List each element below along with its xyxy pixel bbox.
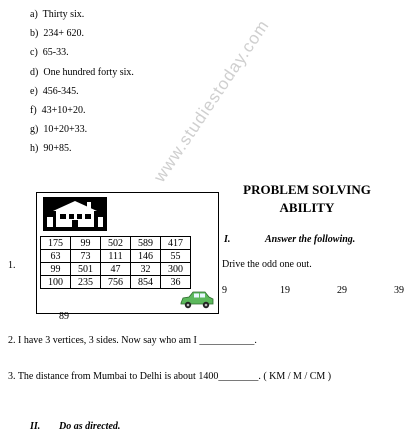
problem-solving-heading: PROBLEM SOLVING [243, 182, 371, 197]
grid-row [41, 276, 191, 289]
grid-cell: 100 [41, 276, 71, 289]
grid-cell: 111 [101, 250, 131, 263]
grid-cell: 99 [41, 263, 71, 276]
grid-cell: 300 [161, 263, 191, 276]
odd-number-option: 19 [280, 285, 290, 296]
question-3: 3. The distance from Mumbai to Delhi is about 1400________. ( KM / M / CM ) [8, 371, 332, 382]
grid-row [41, 263, 191, 276]
odd-one-out-panel [36, 192, 219, 314]
list-item-d: d) One hundred forty six. [30, 67, 134, 78]
grid-cell: 417 [161, 237, 191, 250]
grid-cell: 99 [71, 237, 101, 250]
section-two-roman: II. [30, 421, 41, 432]
section-two-title: Do as directed. [59, 421, 121, 432]
grid-cell: 55 [161, 250, 191, 263]
grid-cell: 756 [101, 276, 131, 289]
ability-heading: ABILITY [279, 200, 335, 215]
grid-cell: 73 [71, 250, 101, 263]
grid-cell: 589 [131, 237, 161, 250]
grid-cell: 854 [131, 276, 161, 289]
list-item-c: c) 65-33. [30, 47, 69, 58]
question-1-number: 1. [8, 260, 16, 271]
list-item-f: f) 43+10+20. [30, 105, 86, 116]
grid-cell: 32 [131, 263, 161, 276]
grid-extra-value: 89 [59, 311, 69, 322]
odd-number-option: 9 [222, 285, 227, 296]
grid-row [41, 250, 191, 263]
odd-number-option: 39 [394, 285, 404, 296]
section-one-title: Answer the following. [265, 234, 356, 245]
grid-cell: 235 [71, 276, 101, 289]
question-2: 2. I have 3 vertices, 3 sides. Now say who am I ___________. [8, 335, 257, 346]
grid-cell: 501 [71, 263, 101, 276]
grid-cell: 36 [161, 276, 191, 289]
grid-cell: 175 [41, 237, 71, 250]
grid-row [41, 237, 191, 250]
list-item-a: a) Thirty six. [30, 9, 85, 20]
grid-cell: 47 [101, 263, 131, 276]
list-item-b: b) 234+ 620. [30, 28, 84, 39]
grid-cell: 63 [41, 250, 71, 263]
house-icon [43, 197, 107, 231]
list-item-e: e) 456-345. [30, 86, 79, 97]
grid-cell: 146 [131, 250, 161, 263]
numbers-grid [40, 236, 191, 289]
watermark-text: www.studiestoday.com [150, 16, 273, 186]
list-item-g: g) 10+20+33. [30, 124, 88, 135]
car-icon [179, 291, 215, 309]
odd-one-out-instruction: Drive the odd one out. [222, 259, 312, 270]
section-one-roman: I. [224, 234, 231, 245]
odd-number-option: 29 [337, 285, 347, 296]
grid-cell: 502 [101, 237, 131, 250]
list-item-h: h) 90+85. [30, 143, 72, 154]
